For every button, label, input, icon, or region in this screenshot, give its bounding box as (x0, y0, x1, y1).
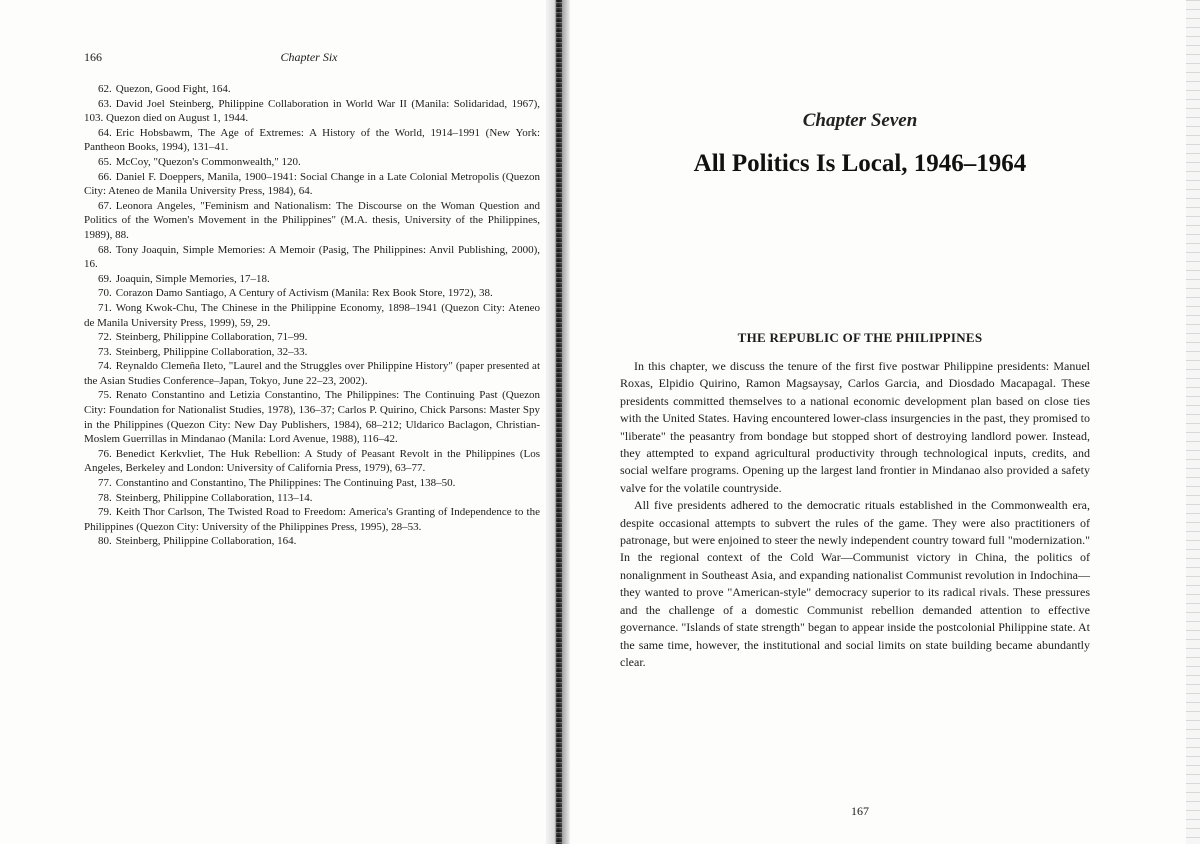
page-edge-right (1186, 0, 1200, 844)
endnote-number: 77. (98, 477, 112, 490)
endnote-text: David Joel Steinberg, Philippine Collaboration in World War II (Manila: Solidaridad, 1967), 103. Quezon died on August 1, 1944. (84, 97, 540, 125)
endnote-item (84, 170, 540, 199)
endnote-item (84, 272, 540, 287)
endnote-item (84, 345, 540, 360)
page-number-left: 166 (84, 50, 102, 64)
endnote-text: Steinberg, Philippine Collaboration, 113–14. (115, 491, 313, 504)
endnote-number: 80. (98, 535, 112, 548)
endnote-item (84, 359, 540, 388)
endnote-text: Leonora Angeles, "Feminism and Nationalism: The Discourse on the Woman Question and Politics of the Women's Movement in the Philippines" (M.A. thesis, University of the Philippines, 1989), 88. (84, 199, 540, 241)
endnote-item (84, 388, 540, 446)
section-heading: THE REPUBLIC OF THE PHILIPPINES (737, 330, 983, 345)
endnote-text: Reynaldo Clemeña Ileto, "Laurel and the Struggles over Philippine History" (paper presented at the Asian Studies Conference–Japan, Tokyo, June 22–23, 2002). (84, 360, 540, 387)
endnote-item (84, 491, 540, 506)
chapter-label: Chapter Seven (802, 110, 918, 131)
endnote-text: Tony Joaquin, Simple Memories: A Memoir (Pasig, The Philippines: Anvil Publishing, 2000), 16. (84, 243, 540, 271)
endnote-number: 66. (98, 170, 112, 183)
endnote-text: McCoy, "Quezon's Commonwealth," 120. (115, 155, 301, 168)
endnote-number: 67. (98, 199, 112, 212)
endnote-text: Wong Kwok-Chu, The Chinese in the Philippine Economy, 1898–1941 (Quezon City: Ateneo de Manila University Press, 1999), 59, 29. (84, 301, 540, 329)
endnote-text: Steinberg, Philippine Collaboration, 32–33. (115, 345, 308, 358)
page-number-right: 167 (851, 804, 869, 818)
endnote-item (84, 126, 540, 155)
endnote-text: Constantino and Constantino, The Philippines: The Continuing Past, 138–50. (115, 477, 456, 490)
endnote-number: 71. (98, 301, 112, 314)
endnote-item (84, 155, 540, 170)
right-page (570, 0, 1200, 844)
endnote-number: 76. (98, 447, 112, 460)
endnote-item (84, 243, 540, 272)
endnote-item (84, 301, 540, 330)
endnote-text: Keith Thor Carlson, The Twisted Road to Freedom: America's Granting of Independence to the Philippines (Quezon City: University of the Philippines Press, 1995), 28–53. (84, 506, 540, 533)
left-page (0, 0, 560, 844)
endnote-text: Steinberg, Philippine Collaboration, 164. (115, 535, 297, 548)
endnote-number: 68. (98, 243, 112, 256)
endnote-item (84, 534, 540, 549)
endnote-text: Corazon Damo Santiago, A Century of Activism (Manila: Rex Book Store, 1972), 38. (115, 287, 493, 300)
endnote-item (84, 447, 540, 476)
endnote-text: Eric Hobsbawm, The Age of Extremes: A History of the World, 1914–1991 (New York: Pantheon Books, 1994), 131–41. (84, 126, 540, 154)
endnote-number: 63. (98, 97, 112, 110)
gutter-shadow (556, 0, 562, 844)
chapter-title: All Politics Is Local, 1946–1964 (693, 150, 1027, 177)
body-paragraph: In this chapter, we discuss the tenure of the first five postwar Philippine presidents: Manuel Roxas, Elpidio Quirino, Ramon Magsaysay, Carlos Garcia, and Diosdado Macapagal. These presidents committed themselves to a national economic development plan based on close ties with the United States. Having encountered lower-class insurgencies in the past, they promised to "liberate" the peasantry from bondage but stopped short of destroying landlord power. Instead, they attempted to expand agricultural productivity through technological inputs, credits, and social welfare programs. Opening up the largest land frontier in Mindanao also provided a safety valve for the volatile countryside. (620, 359, 1090, 495)
endnote-number: 62. (98, 83, 112, 95)
endnote-item (84, 476, 540, 491)
endnote-number: 64. (98, 126, 112, 139)
endnote-text: Quezon, Good Fight, 164. (115, 83, 231, 95)
endnote-number: 72. (98, 331, 112, 344)
endnote-text: Daniel F. Doeppers, Manila, 1900–1941: Social Change in a Late Colonial Metropolis (Quezon City: Ateneo de Manila University Press, 1984), 64. (84, 170, 540, 198)
endnote-number: 78. (98, 491, 112, 504)
endnote-item (84, 82, 540, 97)
endnote-number: 73. (98, 345, 112, 358)
endnote-item (84, 97, 540, 126)
endnote-text: Steinberg, Philippine Collaboration, 71–99. (115, 331, 308, 344)
endnote-item (84, 199, 540, 243)
endnote-number: 79. (98, 506, 112, 519)
endnote-text: Joaquin, Simple Memories, 17–18. (115, 272, 270, 285)
endnote-number: 69. (98, 272, 112, 285)
endnote-number: 75. (98, 389, 112, 402)
endnote-text: Renato Constantino and Letizia Constantino, The Philippines: The Continuing Past (Quezon City: Foundation for Nationalist Studies, 1978), 136–37; Carlos P. Quirino, Chick Parsons: Master Spy in the Philippines (Quezon City: New Day Publishers, 1984), 68–212; Uldarico Baclagon, Christian-Moslem Guerrillas in Mindanao (Manila: Lord Avenue, 1988), 116–42. (84, 389, 540, 446)
endnote-text: Benedict Kerkvliet, The Huk Rebellion: A Study of Peasant Revolt in the Philippines (Los Angeles, Berkeley and London: University of California Press, 1979), 63–77. (84, 447, 540, 475)
body-paragraph: All five presidents adhered to the democratic rituals established in the Commonwealth era, despite occasional attempts to subvert the rules of the game. They were also practitioners of patronage, but were enjoined to steer the newly independent country toward full "modernization." In the regional context of the Cold War—Communist victory in China, the politics of nonalignment in Southeast Asia, and expanding nationalist Communist revolution in Indochina—they wanted to prove "American-style" democracy superior to its radical rivals. These pressures and the challenge of a domestic Communist rebellion demanded attention to effective governance. "Islands of state strength" began to appear inside the postcolonial Philippine state. At the same time, however, the institutional and social limits on state building became abundantly clear. (620, 498, 1090, 669)
endnote-item (84, 286, 540, 301)
endnote-number: 70. (98, 287, 112, 300)
endnote-number: 74. (98, 360, 112, 373)
chapter-body-text (620, 358, 1090, 671)
running-head (84, 50, 534, 70)
running-title: Chapter Six (280, 50, 338, 64)
endnote-item (84, 330, 540, 345)
endnote-item (84, 505, 540, 534)
endnote-number: 65. (98, 155, 112, 168)
endnotes-list (84, 82, 540, 549)
